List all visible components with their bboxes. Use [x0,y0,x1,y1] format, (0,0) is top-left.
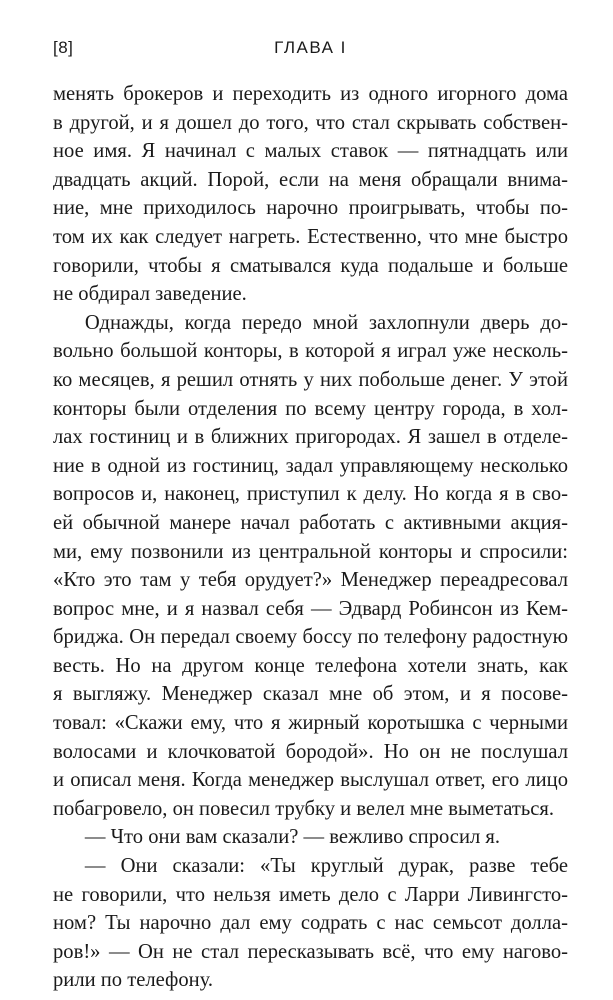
text-line: рили по телефону. [53,969,214,992]
text-line: ние, мне приходилось нарочно проигрывать, чтобы по- [53,197,568,220]
text-line: бриджа. Он передал своему боссу по телефону радостную [53,626,568,649]
text-line: и описал меня. Когда менеджер выслушал ответ, его лицо [53,769,568,792]
running-head [53,38,568,64]
page-number: [8] [53,38,74,57]
text-line: весть. Но на другом конце телефона хотели знать, как [53,654,568,677]
text-line: в другой, и я дошел до того, что стал скрывать собствен- [53,111,568,134]
paragraph [53,80,568,309]
paragraph [53,823,568,852]
text-body [53,80,568,995]
text-line: «Кто это там у тебя орудует?» Менеджер переадресовал [53,569,568,592]
text-line: ном? Ты нарочно дал ему содрать с нас семьсот долла- [53,912,568,935]
text-line: — Что они вам сказали? — вежливо спросил я. [84,826,501,849]
chapter-title: ГЛАВА I [274,38,347,57]
paragraph [53,309,568,824]
text-line: двадцать акций. Порой, если на меня обращали внима- [53,168,568,191]
text-line: ей обычной манере начал работать с активными акция- [53,511,568,534]
text-line: менять брокеров и переходить из одного игорного дома [53,83,568,105]
text-line: конторы были отделения по всему центру города, в хол- [53,397,568,420]
text-line: лах гостиниц и в ближних пригородах. Я зашел в отделе- [53,426,568,449]
text-line: волосами и клочковатой бородой». Но он не послушал [53,740,568,763]
text-line: Однажды, когда передо мной захлопнули дверь до- [84,311,568,334]
text-line: вопросов и, наконец, приступил к делу. Но когда я в сво- [53,483,568,506]
text-line: вопрос мне, и я назвал себя — Эдвард Робинсон из Кем- [53,597,568,620]
text-line: говорили, чтобы я сматывался куда подальше и больше [53,254,568,277]
text-line: ми, ему позвонили из центральной конторы и спросили: [53,540,568,563]
text-line: не обдирал заведение. [53,283,247,306]
text-line: я выгляжу. Менеджер сказал мне об этом, и я посове- [53,683,568,706]
text-line: ко месяцев, я решил отнять у них побольше денег. У этой [53,368,568,391]
text-line: — Они сказали: «Ты круглый дурак, разве тебе [84,855,568,878]
text-line: ное имя. Я начинал с малых ставок — пятнадцать или [53,140,568,163]
text-line: побагровело, он повесил трубку и велел мне выметаться. [53,797,554,820]
text-line: не говорили, что нельзя иметь дело с Ларри Ливингсто- [53,883,568,906]
text-line: товал: «Скажи ему, что я жирный коротышка с черными [53,712,568,735]
text-line: ров!» — Он не стал пересказывать всё, что ему нагово- [53,940,568,963]
text-line: вольно большой конторы, в которой я играл уже несколь- [53,340,568,363]
paragraph [53,852,568,995]
text-line: ние в одной из гостиниц, задал управляющему несколько [53,454,568,477]
text-line: том их как следует нагреть. Естественно, что мне быстро [53,225,568,248]
